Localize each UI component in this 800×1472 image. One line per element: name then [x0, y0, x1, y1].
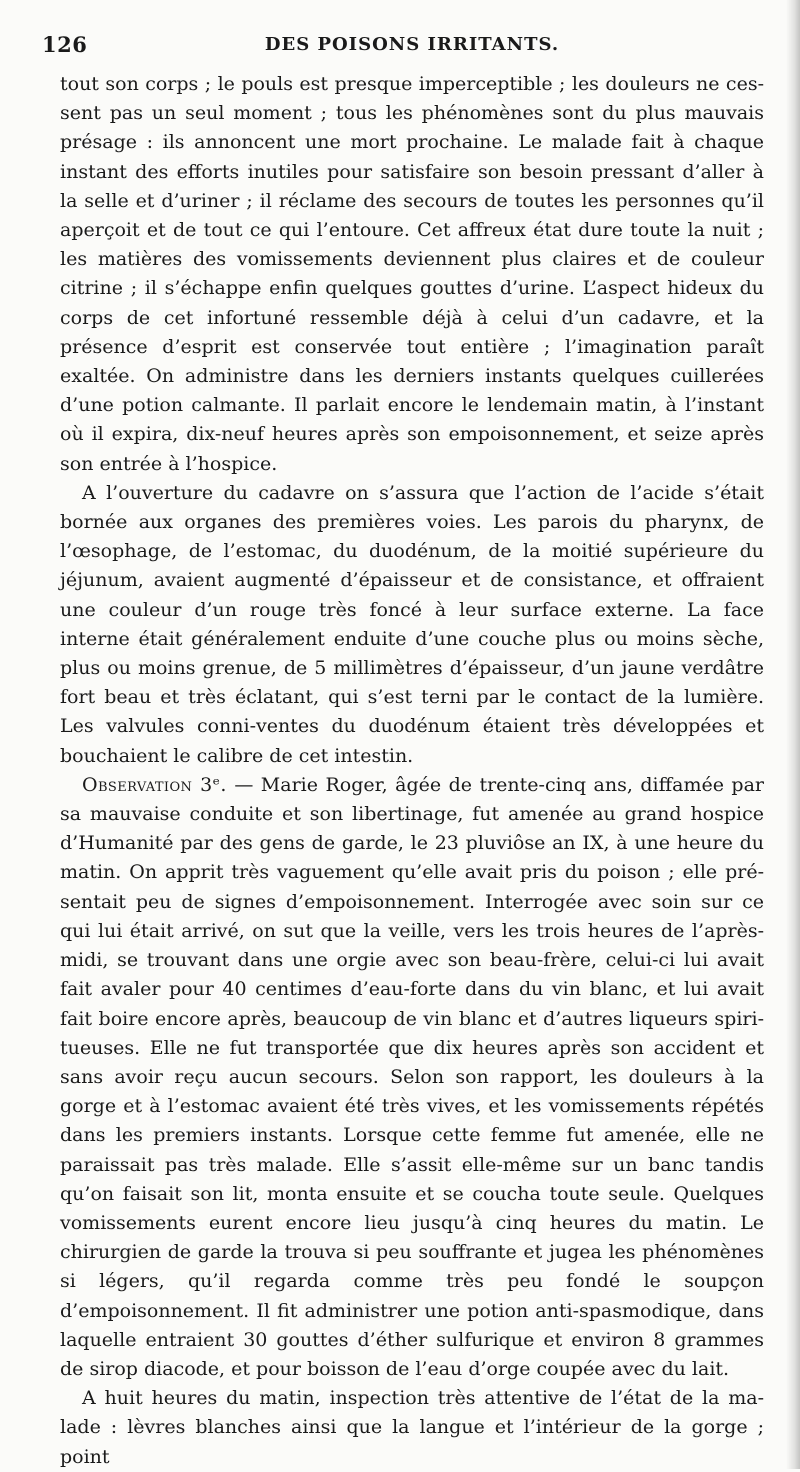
running-head — [42, 30, 764, 64]
body-text — [60, 70, 764, 1472]
paragraph-observation — [60, 771, 764, 1384]
paragraph-inspection: A huit heures du matin, inspection très attentive de l’état de la ma-lade : lèvres blanches ainsi que la langue et l’intérieur de la gorge ; point — [60, 1387, 764, 1468]
page-number: 126 — [42, 32, 88, 57]
paragraph-autopsy: A l’ouverture du cadavre on s’assura que l’action de l’acide s’était bornée aux organes des premières voies. Les parois du pharynx, de l’œsophage, de l’estomac, du duodénum, de la moitié supérieure du jéjunum, avaient augmenté d’épaisseur et de consistance, et offraient une couleur d’un rouge très foncé à leur surface externe. La face interne était généralement enduite d’une couche plus ou moins sèche, plus ou moins grenue, de 5 millimètres d’épaisseur, d’un jaune verdâtre fort beau et très éclatant, qui s’est terni par le contact de la lumière. Les valvules conni-ventes du duodénum étaient très développées et bouchaient le calibre de cet intestin. — [60, 481, 764, 767]
observation-label: Observation 3ᵉ. — [82, 773, 227, 796]
page-edge-shadow — [786, 0, 800, 1469]
paragraph-continuation: tout son corps ; le pouls est presque imperceptible ; les douleurs ne ces-sent pas un seul moment ; tous les phénomènes sont du plus mauvais présage : ils annoncent une mort prochaine. Le malade fait à chaque instant des efforts inutiles pour satisfaire son besoin pressant d’aller à la selle et d’uriner ; il réclame des secours de toutes les personnes qu’il aperçoit et de tout ce qui l’entoure. Cet affreux état dure toute la nuit ; les matières des vomissements deviennent plus claires et de couleur citrine ; il s’échappe enfin quelques gouttes d’urine. L’aspect hideux du corps de cet infortuné ressemble déjà à celui d’un cadavre, et la présence d’esprit est conservée tout entière ; l’imagination paraît exaltée. On administre dans les derniers instants quelques cuillerées d’une potion calmante. Il parlait encore le lendemain matin, à l’instant où il expira, dix-neuf heures après son empoisonnement, et seize après son entrée à l’hospice. — [60, 73, 764, 475]
observation-text: — Marie Roger, âgée de trente-cinq ans, diffamée par sa mauvaise conduite et son libertinage, fut amenée au grand hospice d’Humanité par des gens de garde, le 23 pluviôse an IX, à une heure du matin. On apprit très vaguement qu’elle avait pris du poison ; elle pré-sentait peu de signes d’empoisonnement. Interrogée avec soin sur ce qui lui était arrivé, on sut que la veille, vers les trois heures de l’après-midi, se trouvant dans une orgie avec son beau-frère, celui-ci lui avait fait avaler pour 40 centimes d’eau-forte dans du vin blanc, et lui avait fait boire encore après, beaucoup de vin blanc et d’autres liqueurs spiri-tueuses. Elle ne fut transportée que dix heures après son accident et sans avoir reçu aucun secours. Selon son rapport, les douleurs à la gorge et à l’estomac avaient été très vives, et les vomissements répétés dans les premiers instants. Lorsque cette femme fut amenée, elle ne paraissait pas très malade. Elle s’assit elle-même sur un banc tandis qu’on faisait son lit, monta ensuite et se coucha toute seule. Quelques vomissements eurent encore lieu jusqu’à cinq heures du matin. Le chirurgien de garde la trouva si peu souffrante et jugea les phénomènes si légers, qu’il regarda comme très peu fondé le soupçon d’empoisonnement. Il fit administrer une potion anti-spasmodique, dans laquelle entraient 30 gouttes d’éther sulfurique et environ 8 grammes de sirop diacode, et pour boisson de l’eau d’orge coupée avec du lait. — [60, 773, 764, 1380]
running-title: DES POISONS IRRITANTS. — [264, 34, 560, 55]
